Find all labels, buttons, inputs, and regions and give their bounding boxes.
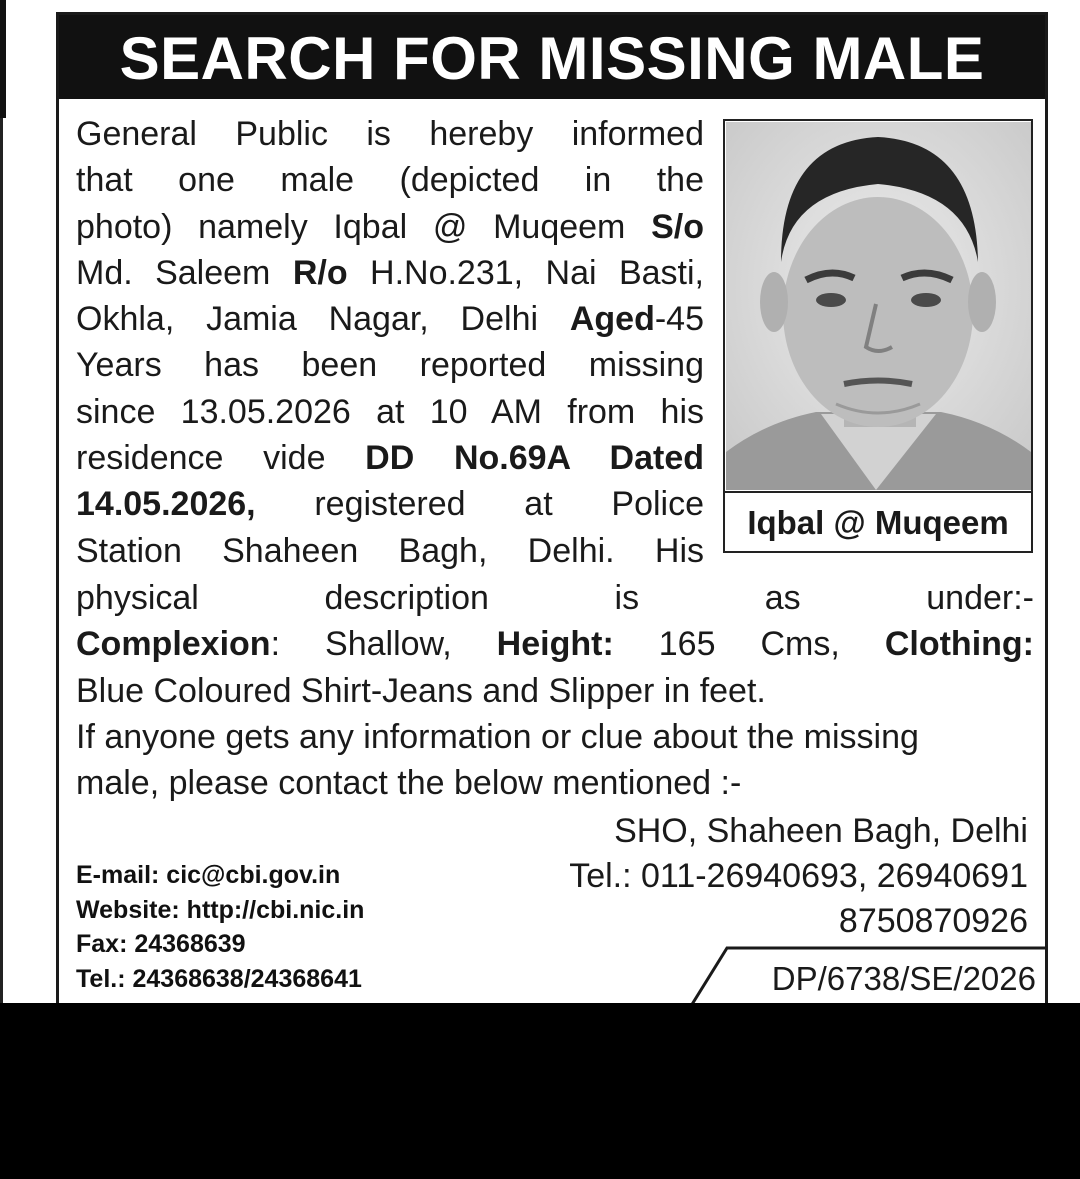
sho-telephone: Tel.: 011-26940693, 26940691 — [569, 857, 1028, 895]
text-segment: 165 Cms, — [613, 625, 885, 664]
text-line — [76, 296, 704, 342]
bold-segment: Height: — [496, 625, 614, 664]
missing-person-notice — [56, 12, 1048, 1003]
sho-office: SHO, Shaheen Bagh, Delhi — [614, 812, 1028, 850]
text-segment: photo) namely Iqbal @ Muqeem — [76, 207, 652, 246]
text-segment: Blue Coloured Shirt-Jeans and Slipper in feet. — [76, 671, 766, 710]
text-line — [76, 342, 704, 388]
bold-segment: R/o — [292, 253, 348, 292]
notice-title: SEARCH FOR MISSING MALE — [59, 15, 1045, 99]
text-line — [76, 760, 1034, 806]
text-segment: General Public is hereby informed — [76, 115, 704, 153]
telephone-text: Tel.: 24368638/24368641 — [76, 964, 362, 993]
text-segment: since 13.05.2026 at 10 AM from his — [76, 392, 704, 431]
bold-segment: 14.05.2026, — [76, 485, 256, 524]
text-segment: Station Shaheen Bagh, Delhi. His — [76, 531, 704, 570]
text-segment: male, please contact the below mentioned :- — [76, 764, 742, 803]
text-segment: If anyone gets any information or clue about the missing — [76, 717, 919, 756]
fax-text: Fax: 24368639 — [76, 930, 246, 958]
text-line — [76, 204, 704, 250]
photo-frame — [723, 119, 1033, 553]
bold-segment: S/o — [651, 207, 704, 246]
text-line — [76, 575, 1034, 621]
text-segment: Md. Saleem — [76, 253, 293, 292]
bold-segment: DD No.69A Dated — [365, 439, 704, 478]
sho-mobile: 8750870926 — [838, 902, 1028, 940]
bold-segment: Complexion — [76, 625, 271, 664]
text-segment: residence vide — [76, 439, 366, 478]
text-segment: registered at Police — [255, 485, 704, 524]
text-line — [76, 435, 704, 481]
text-line — [76, 714, 1034, 760]
text-line — [76, 668, 1034, 714]
text-segment: physical description is as under:- — [76, 579, 1034, 617]
text-line — [76, 157, 704, 203]
email-text: E-mail: cic@cbi.gov.in — [76, 861, 341, 889]
text-line — [76, 111, 704, 157]
reference-box — [683, 945, 1048, 1003]
black-margin — [0, 1003, 1080, 1179]
text-line — [76, 621, 1034, 667]
bold-segment: Clothing: — [884, 625, 1034, 664]
photo-caption: Iqbal @ Muqeem — [725, 491, 1031, 551]
text-segment: that one male (depicted in the — [76, 161, 704, 200]
column-edge — [0, 118, 3, 1003]
text-line — [76, 528, 704, 574]
cbi-contact-block — [76, 858, 496, 996]
website-text: Website: http://cbi.nic.in — [76, 895, 365, 924]
column-rule — [0, 0, 6, 118]
sho-contact — [468, 809, 1028, 944]
text-segment: Okhla, Jamia Nagar, Delhi — [76, 300, 570, 339]
text-line — [76, 481, 704, 527]
text-segment: : Shallow, — [270, 625, 497, 664]
reference-code: DP/6738/SE/2026 — [771, 960, 1036, 997]
text-segment: H.No.231, Nai Basti, — [347, 253, 704, 292]
text-line — [76, 250, 704, 296]
intro-paragraph — [76, 111, 704, 574]
person-photo — [726, 122, 1031, 490]
description-paragraph — [76, 575, 1034, 806]
text-segment: -45 — [654, 300, 704, 339]
text-segment: Years has been reported missing — [76, 346, 704, 385]
text-line — [76, 389, 704, 435]
bold-segment: Aged — [569, 300, 655, 339]
